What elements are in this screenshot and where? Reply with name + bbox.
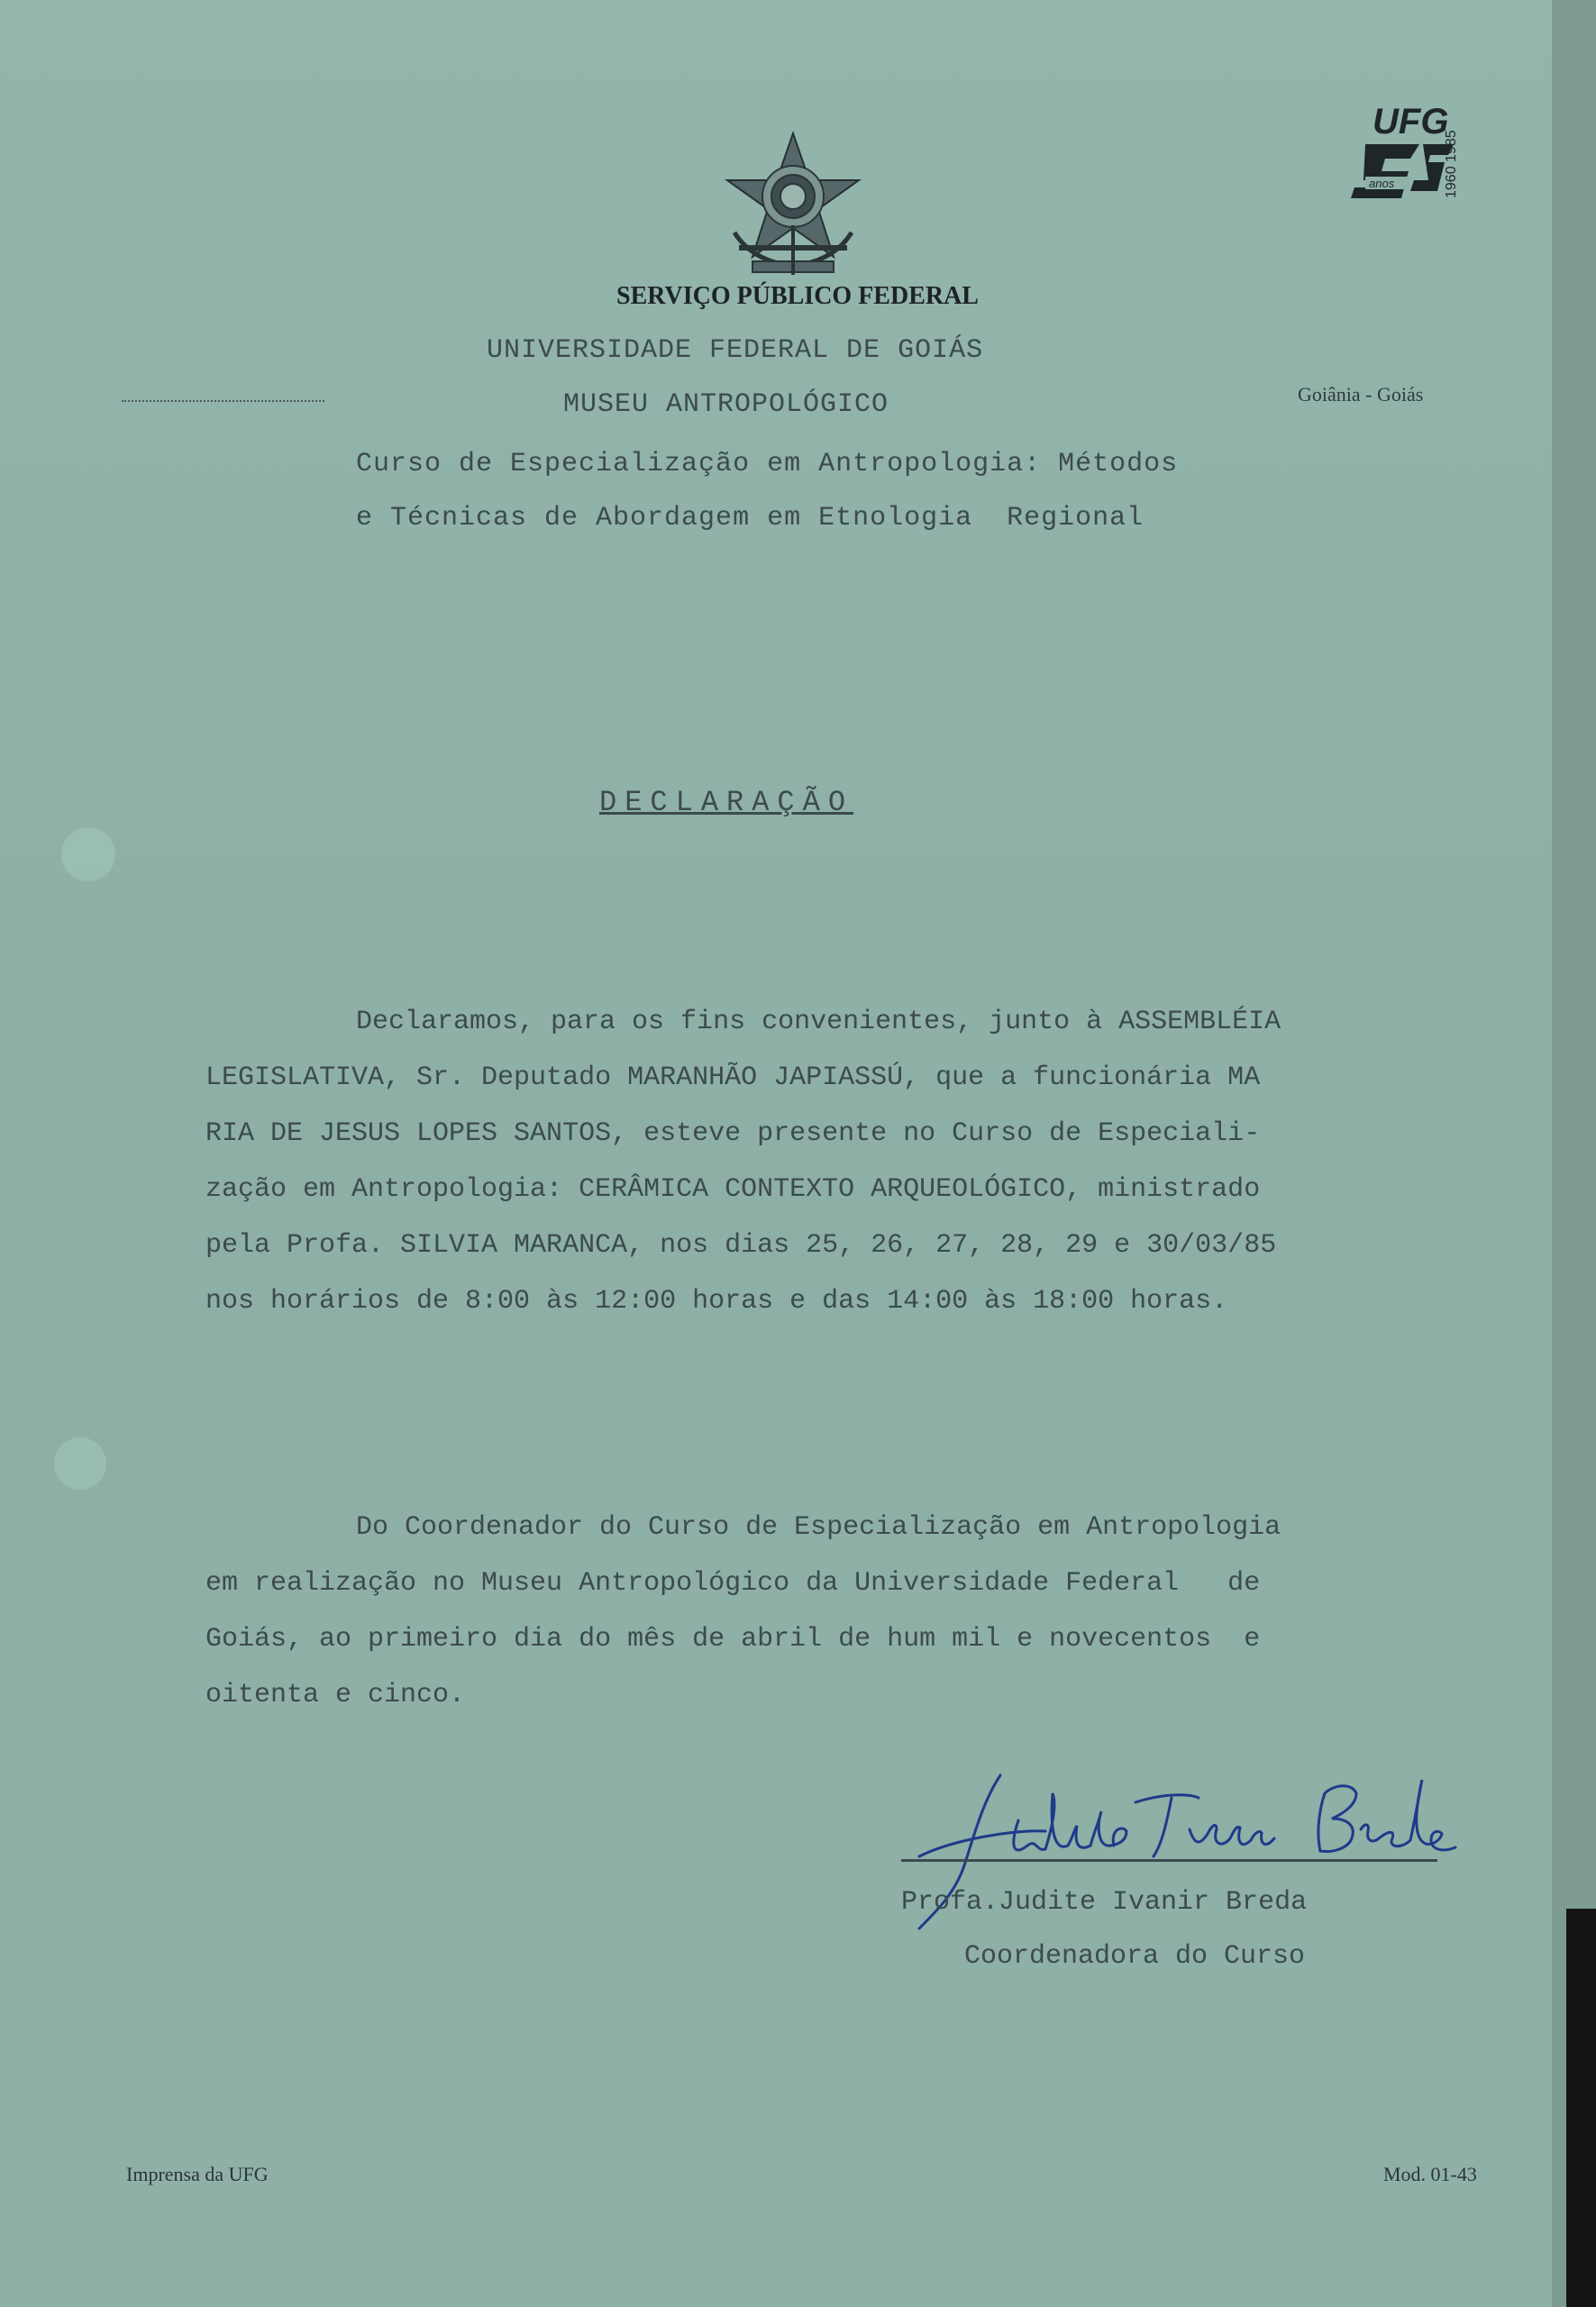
ufg-logo-years: 1960 1985	[1444, 130, 1459, 198]
signer-name: Profa.Judite Ivanir Breda	[901, 1887, 1308, 1918]
ufg-logo-anos: anos	[1369, 177, 1395, 190]
ufg-25-years-logo	[1338, 97, 1482, 204]
city-label: Goiânia - Goiás	[1298, 383, 1424, 406]
body-line: em realização no Museu Antropológico da Universidade Federal de	[205, 1568, 1261, 1599]
body-line: oitenta e cinco.	[205, 1680, 466, 1710]
dotted-rule	[122, 400, 324, 402]
body-line: zação em Antropologia: CERÂMICA CONTEXTO ARQUEOLÓGICO, ministrado	[205, 1174, 1261, 1205]
form-model-number: Mod. 01-43	[1383, 2163, 1477, 2185]
ufg-logo-text: UFG	[1373, 102, 1449, 141]
signer-role: Coordenadora do Curso	[964, 1941, 1306, 1972]
paper-stain	[61, 827, 115, 881]
course-title-line-2: e Técnicas de Abordagem em Etnologia Regional	[356, 503, 1145, 533]
body-line: nos horários de 8:00 às 12:00 horas e das 14:00 às 18:00 horas.	[205, 1286, 1228, 1317]
body-line: LEGISLATIVA, Sr. Deputado MARANHÃO JAPIASSÚ, que a funcionária MA	[205, 1062, 1261, 1093]
brazil-coat-of-arms-icon	[716, 126, 870, 279]
document-title: DECLARAÇÃO	[599, 786, 854, 819]
body-line: Goiás, ao primeiro dia do mês de abril de hum mil e novecentos e	[205, 1624, 1261, 1655]
paper-stain	[54, 1437, 106, 1490]
body-line: pela Profa. SILVIA MARANCA, nos dias 25, 26, 27, 28, 29 e 30/03/85	[205, 1230, 1277, 1261]
body-line: Do Coordenador do Curso de Especialização em Antropologia	[356, 1512, 1281, 1543]
scan-border	[1566, 1909, 1596, 2307]
signature-line	[901, 1859, 1437, 1862]
course-title-line-1: Curso de Especialização em Antropologia: Métodos	[356, 449, 1179, 479]
body-line: Declaramos, para os fins convenientes, junto à ASSEMBLÉIA	[356, 1007, 1281, 1037]
service-heading: SERVIÇO PÚBLICO FEDERAL	[616, 282, 979, 310]
university-name: UNIVERSIDADE FEDERAL DE GOIÁS	[487, 335, 984, 366]
museum-name: MUSEU ANTROPOLÓGICO	[563, 389, 889, 420]
printer-label: Imprensa da UFG	[126, 2163, 269, 2185]
body-line: RIA DE JESUS LOPES SANTOS, esteve presente no Curso de Especiali-	[205, 1118, 1261, 1149]
handwritten-signature	[901, 1766, 1487, 1947]
